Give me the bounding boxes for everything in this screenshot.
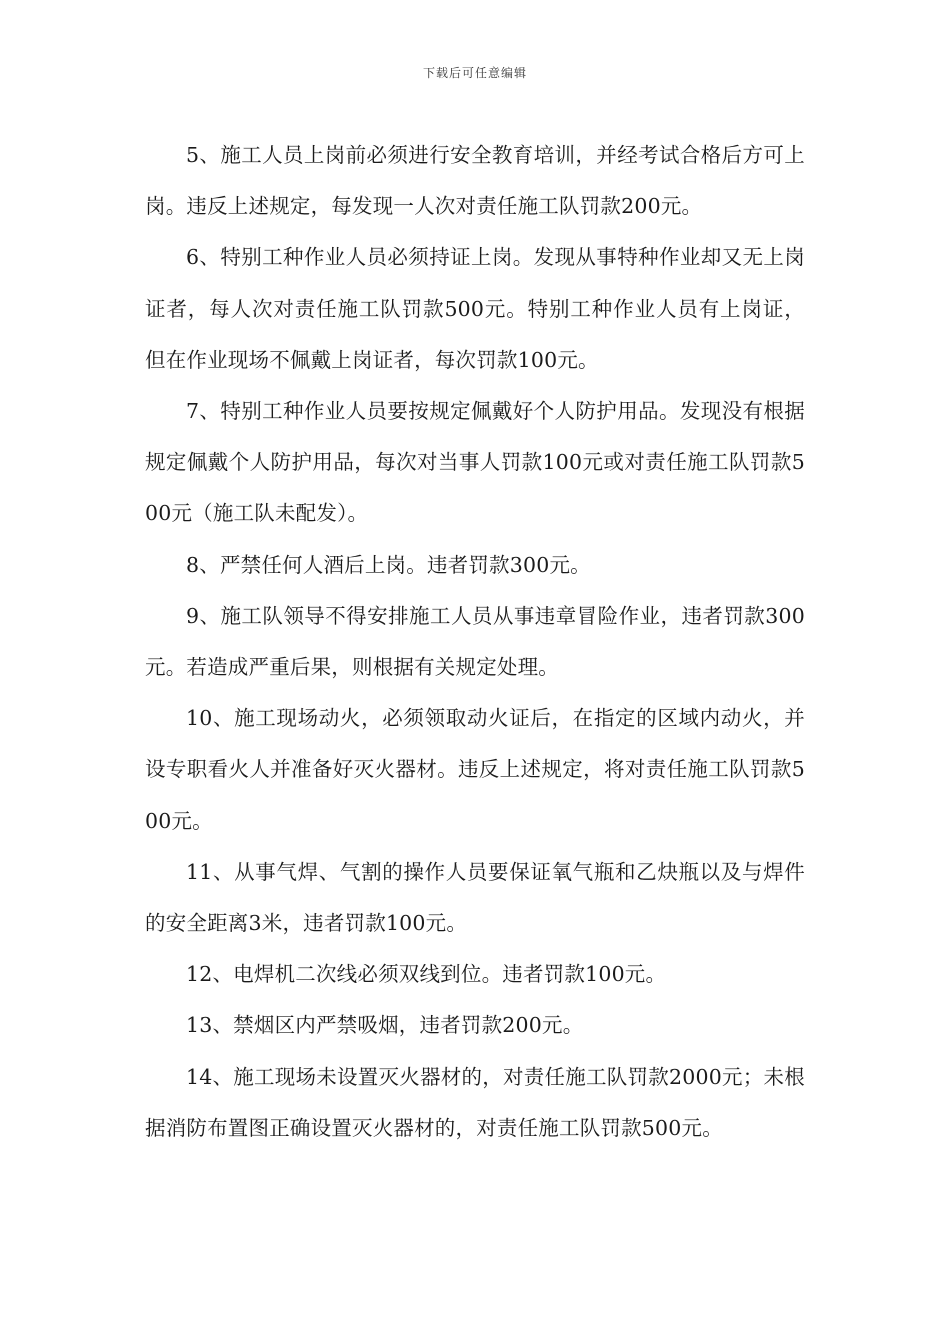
regulation-item-10: 10、施工现场动火，必须领取动火证后，在指定的区域内动火，并设专职看火人并准备好灭火器材。违反上述规定，将对责任施工队罚款500元。 bbox=[145, 706, 805, 833]
regulation-item-6: 6、特别工种作业人员必须持证上岗。发现从事特种作业却又无上岗证者，每人次对责任施工队罚款500元。特别工种作业人员有上岗证，但在作业现场不佩戴上岗证者，每次罚款100元。 bbox=[145, 245, 805, 372]
document-body bbox=[145, 130, 805, 1154]
regulation-item-12: 12、电焊机二次线必须双线到位。违者罚款100元。 bbox=[186, 962, 667, 987]
regulation-item-7: 7、特别工种作业人员要按规定佩戴好个人防护用品。发现没有根据规定佩戴个人防护用品，每次对当事人罚款100元或对责任施工队罚款500元（施工队未配发）。 bbox=[145, 399, 805, 526]
regulation-item-11: 11、从事气焊、气割的操作人员要保证氧气瓶和乙炔瓶以及与焊件的安全距离3米，违者罚款100元。 bbox=[145, 859, 805, 936]
regulation-item-8: 8、严禁任何人酒后上岗。违者罚款300元。 bbox=[186, 552, 591, 577]
page-header: 下载后可任意编辑 bbox=[422, 66, 527, 80]
regulation-item-9: 9、施工队领导不得安排施工人员从事违章冒险作业，违者罚款300元。若造成严重后果，则根据有关规定处理。 bbox=[145, 603, 805, 680]
regulation-item-14: 14、施工现场未设置灭火器材的，对责任施工队罚款2000元；未根据消防布置图正确设置灭火器材的，对责任施工队罚款500元。 bbox=[145, 1064, 805, 1140]
regulation-item-13: 13、禁烟区内严禁吸烟，违者罚款200元。 bbox=[186, 1013, 584, 1038]
regulation-item-5: 5、施工人员上岗前必须进行安全教育培训，并经考试合格后方可上岗。违反上述规定，每发现一人次对责任施工队罚款200元。 bbox=[145, 143, 805, 219]
